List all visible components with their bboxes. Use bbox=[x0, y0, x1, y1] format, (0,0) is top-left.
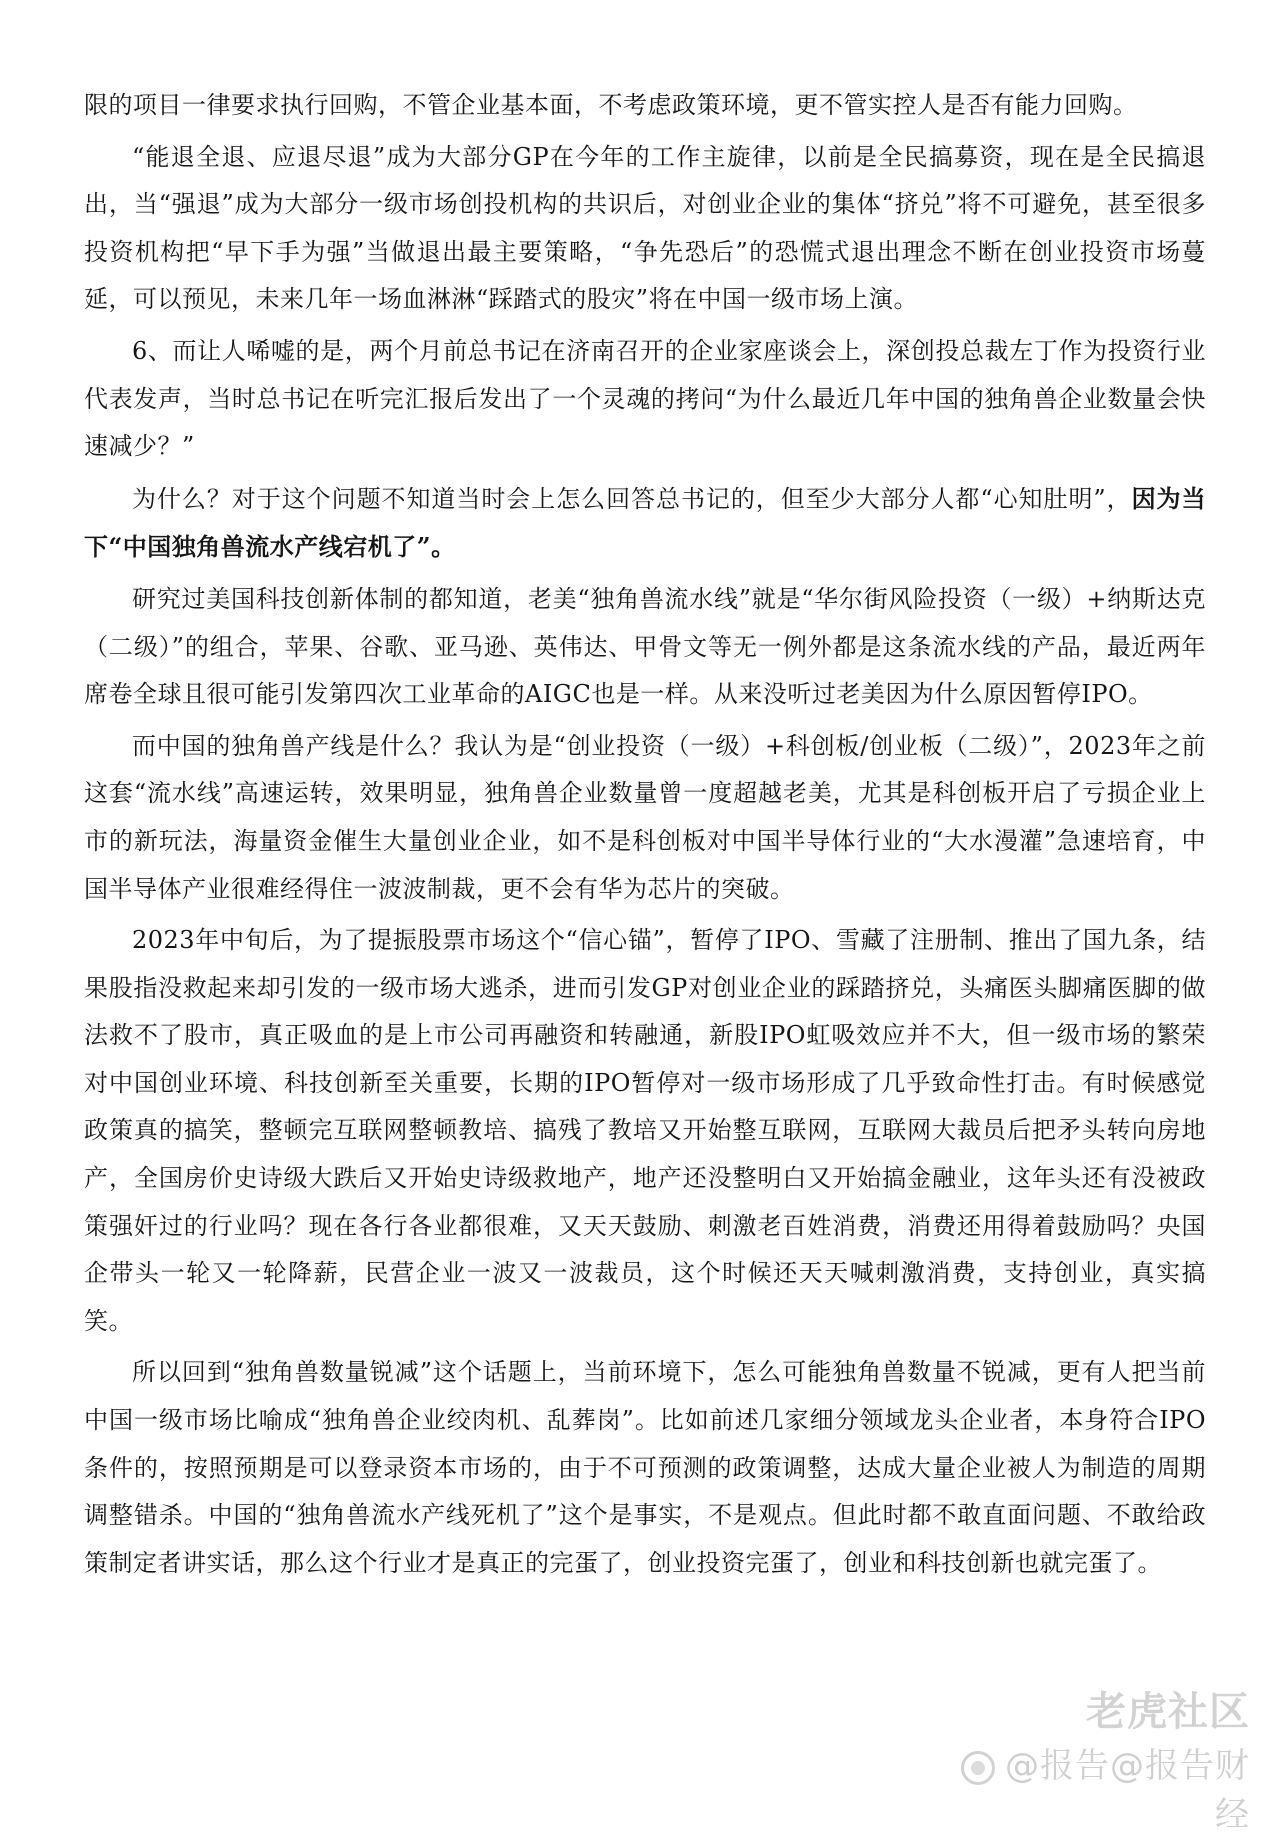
emphasis-text: 因为当下“中国独角兽流水产线宕机了”。 bbox=[84, 483, 1206, 562]
paragraph-text: 6、而让人唏嘘的是，两个月前总书记在济南召开的企业家座谈会上，深创投总裁左丁作为投资行业代表发声，当时总书记在听完汇报后发出了一个灵魂的拷问“为什么最近几年中国的独角兽企业数量会快速减少？” bbox=[84, 336, 1206, 461]
paragraph bbox=[84, 917, 1206, 1345]
paragraph-text: 为什么？对于这个问题不知道当时会上怎么回答总书记的，但至少大部分人都“心知肚明”， bbox=[132, 484, 1132, 513]
paragraph bbox=[84, 82, 1206, 130]
paragraph-text: 2023年中旬后，为了提振股票市场这个“信心锚”，暂停了IPO、雪藏了注册制、推出了国九条，结果股指没救起来却引发的一级市场大逃杀，进而引发GP对创业企业的踩踏挤兑，头痛医头脚痛医脚的做法救不了股市，真正吸血的是上市公司再融资和转融通，新股IPO虹吸效应并不大，但一级市场的繁荣对中国创业环境、科技创新至关重要，长期的IPO暂停对一级市场形成了几乎致命性打击。有时候感觉政策真的搞笑，整顿完互联网整顿教培、搞残了教培又开始整互联网，互联网大裁员后把矛头转向房地产，全国房价史诗级大跌后又开始史诗级救地产，地产还没整明白又开始搞金融业，这年头还有没被政策强奸过的行业吗？现在各行各业都很难，又天天鼓励、刺激老百姓消费，消费还用得着鼓励吗？央国企带头一轮又一轮降薪，民营企业一波又一波裁员，这个时候还天天喊刺激消费，支持创业，真实搞笑。 bbox=[84, 926, 1206, 1335]
paragraph bbox=[84, 576, 1206, 719]
paragraph bbox=[84, 328, 1206, 471]
watermark-account-text: @报告@报告财经 bbox=[1005, 1746, 1250, 1835]
watermark-community: 老虎社区 bbox=[1086, 1689, 1250, 1735]
paragraph bbox=[84, 1349, 1206, 1587]
paragraph-text: 限的项目一律要求执行回购，不管企业基本面，不考虑政策环境，更不管实控人是否有能力回购。 bbox=[84, 91, 1138, 119]
paragraph-text: 研究过美国科技创新体制的都知道，老美“独角兽流水线”就是“华尔街风险投资（一级）+纳斯达克（二级）”的组合，苹果、谷歌、亚马逊、英伟达、甲骨文等无一例外都是这条流水线的产品，最近两年席卷全球且很可能引发第四次工业革命的AIGC也是一样。从来没听过老美因为什么原因暂停IPO。 bbox=[84, 584, 1206, 709]
paragraph bbox=[84, 723, 1206, 913]
paragraph-text: 所以回到“独角兽数量锐减”这个话题上，当前环境下，怎么可能独角兽数量不锐减，更有人把当前中国一级市场比喻成“独角兽企业绞肉机、乱葬岗”。比如前述几家细分领域龙头企业者，本身符合IPO条件的，按照预期是可以登录资本市场的，由于不可预测的政策调整，达成大量企业被人为制造的周期调整错杀。中国的“独角兽流水产线死机了”这个是事实，不是观点。但此时都不敢直面问题、不敢给政策制定者讲实话，那么这个行业才是真正的完蛋了，创业投资完蛋了，创业和科技创新也就完蛋了。 bbox=[84, 1358, 1206, 1577]
paragraph-text: “能退全退、应退尽退”成为大部分GP在今年的工作主旋律，以前是全民搞募资，现在是全民搞退出，当“强退”成为大部分一级市场创投机构的共识后，对创业企业的集体“挤兑”将不可避免，甚至很多投资机构把“早下手为强”当做退出最主要策略，“争先恐后”的恐慌式退出理念不断在创业投资市场蔓延，可以预见，未来几年一场血淋淋“踩踏式的股灾”将在中国一级市场上演。 bbox=[84, 142, 1206, 314]
paragraph bbox=[84, 475, 1206, 572]
paragraph bbox=[84, 134, 1206, 324]
watermark-account bbox=[950, 1738, 1250, 1836]
document-body bbox=[84, 82, 1206, 1591]
paragraph-text: 而中国的独角兽产线是什么？我认为是“创业投资（一级）+科创板/创业板（二级）”，2023年之前这套“流水线”高速运转，效果明显，独角兽企业数量曾一度超越老美，尤其是科创板开启了亏损企业上市的新玩法，海量资金催生大量创业企业，如不是科创板对中国半导体行业的“大水漫灌”急速培育，中国半导体产业很难经得住一波波制裁，更不会有华为芯片的突破。 bbox=[84, 731, 1206, 903]
weibo-eye-icon bbox=[961, 1751, 995, 1785]
